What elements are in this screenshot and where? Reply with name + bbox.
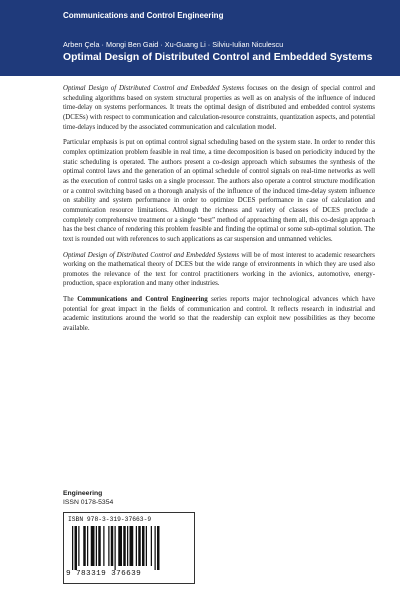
header-band [0,0,400,76]
isbn-number: ISBN 978-3-319-37663-9 [68,516,152,523]
audience-title-italic: Optimal Design of Distributed Control and Embedded Systems [63,251,240,259]
series-text-pre: The [63,296,78,304]
subject-info [63,489,113,507]
paragraph-series [63,295,375,334]
book-title: Optimal Design of Distributed Control and Embedded Systems [63,52,373,63]
ean-digits: 9 783319 376639 [66,570,142,578]
author-list: Arben Çela · Mongi Ben Gaid · Xu-Guang Li · Silviu-Iulian Niculescu [63,40,284,49]
series-text: series reports major technological advances which have potential for great impact in the fields of communication and control. It reflects research in industrial and academic institutions around the world so that the readership can exploit new possibilities as they become available. [63,296,376,333]
series-name-bold: Communications and Control Engineering [77,296,208,304]
publisher-url[interactable]: ► springer.com [63,587,116,594]
subject-category: Engineering [63,490,103,497]
audience-text: will be of most interest to academic researchers working on the mathematical theory of DCES but the wide range of environments in which they are used also promotes the relevance of the text for control practitioners working in the avionics, automotive, energy-production, space exploration and many other industries. [63,251,375,288]
description-text [63,84,375,340]
barcode-bars [72,526,190,570]
intro-text: focuses on the design of special control and scheduling algorithms based on system structural properties as well as on analysis of the influence of induced time-delay on systems performances. It treats the optimal design of distributed and embedded control systems (DCESs) with respect to communication and calculation-resource constraints, quantization aspects, and potential time-delays induced by the associated communication and calculation model. [63,85,375,131]
content-area [0,76,400,600]
series-name: Communications and Control Engineering [63,11,224,20]
intro-title-italic: Optimal Design of Distributed Control and Embedded Systems [63,85,245,92]
barcode-box [63,512,195,584]
issn: ISSN 0178-5354 [63,499,114,507]
paragraph-audience [63,251,375,290]
paragraph-emphasis: Particular emphasis is put on optimal control signal scheduling based on the system state. In order to render this complex optimization problem feasible in real time, a time decomposition is based on periodicity induced by the static scheduling is operated. The authors present a co-design approach which subsumes the synthesis of the optimal control laws and the generation of an optimal schedule of control signals on real-time networks as well as the execution of control tasks on a single processor. The authors also operate a control structure modification or a control switching based on a thorough analysis of the influence of the induced time-delay system influence on stability and system performance in order to optimize DCES performance in case of calculation and communication resource limitations. Although the richness and variety of classes of DCES preclude a completely comprehensive treatment or a single “best” method of approaching them all, this co-design approach has the best chance of rendering this problem feasible and finding the optimal or some sub-optimal solution. The text is rounded out with references to such applications as car suspension and unmanned vehicles. [63,139,375,243]
paragraph-intro [63,84,375,132]
